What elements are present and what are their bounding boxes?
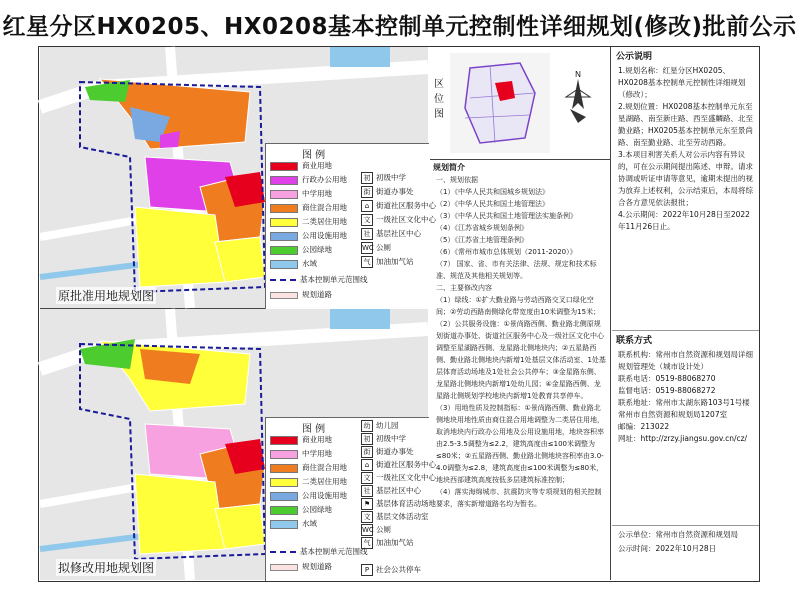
utility-swatch bbox=[270, 232, 298, 241]
legend-label: 中学用地 bbox=[302, 449, 332, 458]
culture-center-icon: 文 bbox=[361, 472, 373, 484]
legend-label: 公园绿地 bbox=[302, 505, 332, 514]
basis-item: （2）《中华人民共和国土地管理法》 bbox=[436, 200, 549, 208]
public-item: 4.公示期间：2022年10月28日至2022年11月26日止。 bbox=[618, 210, 750, 231]
basis-item: （7） 国家、省、市有关法律、法规、规定和技术标准、规范及其他相关规划等。 bbox=[436, 260, 597, 280]
notes-section-title: 一、规划依据 bbox=[436, 176, 478, 184]
contact-supervision-phone: 监督电话：0519-88068272 bbox=[618, 386, 716, 395]
middle-school-icon: 初 bbox=[361, 172, 373, 184]
north-arrow-icon bbox=[558, 69, 598, 129]
content-item: （3）用地性质及控制指标：①景尚路西侧、勤业路北侧地块用地性质由商住混合用地调整为二类居住用地，取消地块内行政办公用地及公用设施用地，地块容积率由2.5-3.5调整为≤2.2，建筑高度由≤100米调整为≤80米；②五星路西侧、勤业路北侧地块容积率由3.0-4.0调整为≤2.8，建筑高度由≤100米调整为≤80米，地块西部建筑高度按低多层建筑标准控制； bbox=[436, 404, 604, 484]
contact-phone: 联系电话：0519-88068270 bbox=[618, 374, 716, 383]
parking-icon: P bbox=[361, 564, 373, 576]
original-map-legend bbox=[265, 143, 436, 309]
water-swatch bbox=[270, 520, 298, 529]
legend-label: 规划道路 bbox=[302, 562, 332, 571]
legend-label: 初级中学 bbox=[376, 173, 406, 182]
modified-land-use-map bbox=[40, 309, 436, 580]
legend-label: 街道办事处 bbox=[376, 187, 414, 196]
notice-unit: 公示单位：常州市自然资源和规划局 bbox=[618, 530, 738, 539]
legend-label: 商住混合用地 bbox=[302, 463, 347, 472]
boundary-line-icon bbox=[270, 551, 296, 553]
legend-label: 公用设施用地 bbox=[302, 231, 347, 240]
legend-label: 商住混合用地 bbox=[302, 203, 347, 212]
road-icon bbox=[270, 564, 298, 571]
basis-item: （3）《中华人民共和国土地管理法实施条例》 bbox=[436, 212, 577, 220]
original-map-caption: 原批准用地规划图 bbox=[58, 289, 155, 303]
public-notice-description bbox=[612, 47, 759, 337]
contact-heading: 联系方式 bbox=[616, 336, 653, 346]
legend-label: 基层体育活动场地 bbox=[376, 499, 436, 508]
legend-label: 公厕 bbox=[376, 525, 391, 534]
legend-label: 基层社区中心 bbox=[376, 486, 421, 495]
notes-section-title: 二、主要修改内容 bbox=[436, 284, 492, 292]
contact-section bbox=[612, 330, 759, 531]
park-swatch bbox=[270, 506, 298, 515]
signature-section bbox=[612, 525, 759, 556]
notes-heading: 规划简介 bbox=[433, 163, 465, 172]
legend-label: 基本控制单元范围线 bbox=[300, 275, 368, 284]
north-label: N bbox=[575, 70, 581, 79]
sports-field-icon: ⚑ bbox=[361, 498, 373, 510]
original-land-use-map bbox=[40, 47, 436, 309]
community-center-icon: 社 bbox=[361, 485, 373, 497]
activity-room-icon: 文 bbox=[361, 511, 373, 523]
office-swatch bbox=[270, 176, 298, 185]
planning-notes bbox=[430, 160, 611, 580]
middle-school-icon: 初 bbox=[361, 433, 373, 445]
street-office-icon: 街 bbox=[361, 186, 373, 198]
basis-item: （4）《江苏省城乡规划条例》 bbox=[436, 224, 528, 232]
content-item: （1）绿线：①扩大勤业路与劳动西路交叉口绿化空间；②劳动西路南侧绿化带宽度由10米调整为15米； bbox=[436, 296, 601, 316]
public-item: 3.本项目利害关系人对公示内容有异议的，可在公示期间提出陈述、申辩。请求协调或听证申请等意见，逾期未提出的视为放弃上述权利，公示结束后，本局将综合各方意见依法报批； bbox=[618, 150, 753, 207]
legend-label: 一级社区文化中心 bbox=[376, 215, 436, 224]
legend-label: 商业用地 bbox=[302, 435, 332, 444]
location-map-drawing bbox=[450, 53, 550, 153]
legend-label: 一级社区文化中心 bbox=[376, 473, 436, 482]
legend-label: 水域 bbox=[302, 519, 317, 528]
legend-label: 基本控制单元范围线 bbox=[300, 547, 368, 556]
content-item: （4）落实海绵城市、抗震防灾等专项规划的相关控制要求，落实新增道路名均为暂名。 bbox=[436, 488, 602, 508]
legend-label: 行政办公用地 bbox=[302, 175, 347, 184]
mixed-swatch bbox=[270, 204, 298, 213]
legend-label: 街道社区服务中心 bbox=[376, 460, 436, 469]
legend-label: 商业用地 bbox=[302, 161, 332, 170]
legend-label: 初级中学 bbox=[376, 434, 406, 443]
legend-label: 公厕 bbox=[376, 243, 391, 252]
modified-map-caption: 拟修改用地规划图 bbox=[58, 561, 155, 575]
legend-title: 图 例 bbox=[302, 424, 326, 435]
street-office-icon: 街 bbox=[361, 446, 373, 458]
legend-label: 水域 bbox=[302, 259, 317, 268]
culture-center-icon: 文 bbox=[361, 214, 373, 226]
park-swatch bbox=[270, 246, 298, 255]
legend-label: 加油加气站 bbox=[376, 538, 414, 547]
mixed-swatch bbox=[270, 464, 298, 473]
contact-website[interactable]: 网址：http://zrzy.jiangsu.gov.cn/cz/ bbox=[618, 434, 748, 443]
commercial-swatch bbox=[270, 162, 298, 171]
legend-label: 街道社区服务中心 bbox=[376, 201, 436, 210]
community-center-icon: 社 bbox=[361, 228, 373, 240]
legend-title: 图 例 bbox=[302, 150, 326, 161]
kindergarten-icon: 幼 bbox=[361, 420, 373, 432]
legend-label: 基层社区中心 bbox=[376, 229, 421, 238]
basis-item: （5）《江苏省土地管理条例》 bbox=[436, 236, 528, 244]
toilet-icon: WC bbox=[362, 244, 374, 252]
legend-label: 公园绿地 bbox=[302, 245, 332, 254]
legend-label: 社会公共停车 bbox=[376, 565, 421, 574]
public-item: 2.规划位置：HX0208基本控制单元东至星湖路、南至新庄路、西至盛麟路、北至勤业路；HX0205基本控制单元东至景尚路、南至勤业路、北至劳动西路。 bbox=[618, 102, 753, 147]
toilet-icon: WC bbox=[362, 526, 374, 534]
gas-station-icon: 气 bbox=[361, 537, 373, 549]
water-swatch bbox=[270, 260, 298, 269]
modified-map-legend bbox=[265, 417, 436, 581]
residential-swatch bbox=[270, 218, 298, 227]
legend-label: 规划道路 bbox=[302, 290, 332, 299]
community-service-icon: ⌂ bbox=[361, 459, 373, 471]
community-service-icon: ⌂ bbox=[361, 200, 373, 212]
utility-swatch bbox=[270, 492, 298, 501]
legend-label: 加油加气站 bbox=[376, 257, 414, 266]
school-swatch bbox=[270, 190, 298, 199]
public-heading: 公示说明 bbox=[616, 52, 653, 62]
basis-item: （1）《中华人民共和国城乡规划法》 bbox=[436, 188, 549, 196]
basis-item: （6）《常州市城市总体规划（2011-2020）》 bbox=[436, 248, 577, 256]
contact-postcode: 邮编：213022 bbox=[618, 422, 670, 431]
legend-label: 幼儿园 bbox=[376, 421, 399, 430]
legend-label: 公用设施用地 bbox=[302, 491, 347, 500]
boundary-line-icon bbox=[270, 279, 296, 281]
legend-label: 街道办事处 bbox=[376, 447, 414, 456]
legend-label: 二类居住用地 bbox=[302, 217, 347, 226]
legend-label: 二类居住用地 bbox=[302, 477, 347, 486]
contact-unit: 联系机构：常州市自然资源和规划局详细规划管理处（城市设计处） bbox=[618, 350, 753, 371]
gas-station-icon: 气 bbox=[361, 256, 373, 268]
location-map bbox=[430, 47, 611, 160]
legend-label: 中学用地 bbox=[302, 189, 332, 198]
road-icon bbox=[270, 292, 298, 299]
commercial-swatch bbox=[270, 436, 298, 445]
legend-label: 基层文体活动室 bbox=[376, 512, 429, 521]
residential-swatch bbox=[270, 478, 298, 487]
contact-address: 联系地址：常州市太湖东路103号1号楼 常州市自然资源和规划局1207室 bbox=[618, 398, 750, 419]
location-map-label: 区位图 bbox=[434, 79, 444, 120]
notice-date: 公示时间：2022年10月28日 bbox=[618, 544, 717, 553]
school-swatch bbox=[270, 450, 298, 459]
page-title: 红星分区HX0205、HX0208基本控制单元控制性详细规划(修改)批前公示 bbox=[2, 14, 797, 40]
public-item: 1.规划名称：红星分区HX0205、HX0208基本控制单元控制性详细规划（修改）； bbox=[618, 66, 746, 99]
content-item: （2）公共服务设施：①景尚路西侧、勤业路北侧原规划街道办事处、街道社区服务中心及一级社区文化中心调整至星湖路西侧、龙星路北侧地块内；②五星路西侧、勤业路北侧地块内新增1处基层文体活动室、1处基层体育活动场地及1处社会公共停车；③金星路东侧、龙星路北侧地块内新增1处幼儿园；④金星路西侧、龙星路北侧规划学校地块内新增1处教育共享停车。 bbox=[436, 320, 606, 400]
